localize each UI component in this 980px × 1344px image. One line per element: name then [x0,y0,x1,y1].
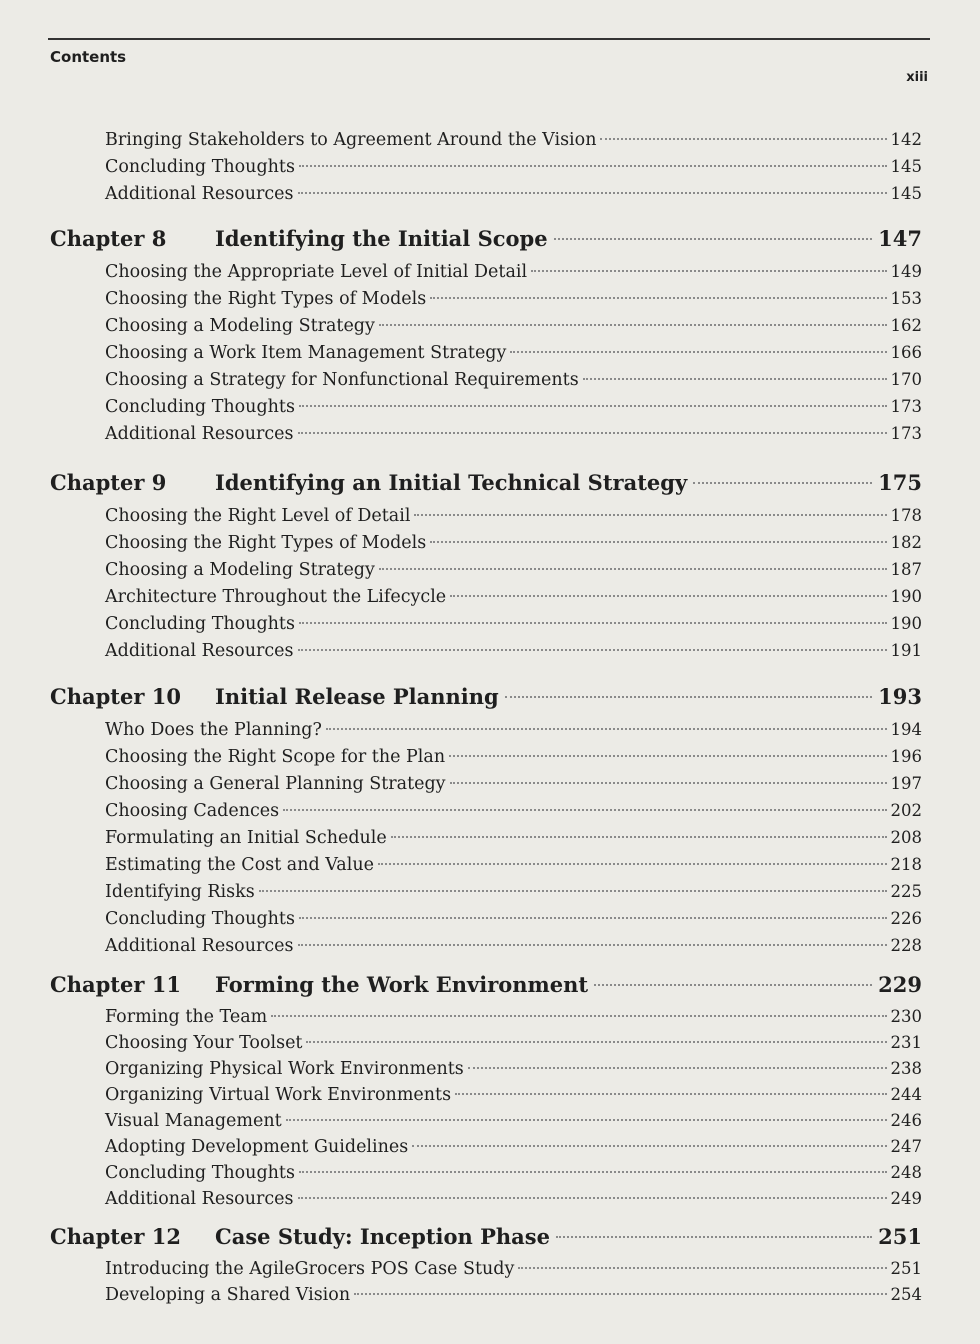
entry-title: Forming the Team [105,1007,268,1027]
toc-entry [50,153,922,180]
dot-leader [306,1041,886,1043]
toc-entry [50,1134,922,1160]
chapter-title: Case Study: Inception Phase [215,1224,550,1249]
dot-leader [556,1236,872,1238]
toc-entry [50,1160,922,1186]
entry-page: 248 [890,1163,922,1182]
entry-page: 173 [890,424,922,443]
entry-title: Choosing the Right Types of Models [105,533,427,553]
dot-leader [414,514,886,516]
toc-entry [50,1030,922,1056]
entry-page: 196 [890,747,922,766]
toc-entry [50,339,922,366]
toc-entry [50,932,922,959]
dot-leader [379,568,887,570]
toc-entry [50,180,922,207]
chapter-page: 175 [878,470,922,495]
toc-entry [50,716,922,743]
dot-leader [298,944,887,946]
entry-title: Bringing Stakeholders to Agreement Around the Vision [105,130,597,150]
toc-entry [50,824,922,851]
dot-leader [468,1067,887,1069]
entry-page: 230 [890,1007,922,1026]
entry-title: Who Does the Planning? [105,720,322,740]
chapter-9-section [50,466,922,664]
toc-entry [50,1004,922,1030]
dot-leader [430,297,886,299]
entry-page: 145 [890,157,922,176]
chapter-heading [50,680,922,714]
entry-page: 249 [890,1189,922,1208]
entry-title: Concluding Thoughts [105,1163,295,1183]
dot-leader [600,138,886,140]
dot-leader [298,649,887,651]
toc-entry [50,1186,922,1212]
entry-title: Additional Resources [105,1189,294,1209]
chapter-title: Initial Release Planning [215,684,499,709]
toc-entry [50,366,922,393]
chapter-heading [50,968,922,1002]
chapter-page: 147 [878,226,922,251]
toc-entry [50,420,922,447]
dot-leader [455,1093,886,1095]
toc-entry [50,126,922,153]
dot-leader [259,890,887,892]
entry-title: Concluding Thoughts [105,157,295,177]
dot-leader [299,405,887,407]
chapter-label: Chapter 9 [50,470,167,495]
entry-page: 145 [890,184,922,203]
chapter-8-section [50,222,922,447]
toc-entry [50,529,922,556]
dot-leader [450,782,887,784]
entry-page: 251 [890,1259,922,1278]
entry-page: 218 [890,855,922,874]
dot-leader [271,1015,886,1017]
entry-page: 149 [890,262,922,281]
entry-title: Choosing the Right Types of Models [105,289,427,309]
chapter-label: Chapter 8 [50,226,167,251]
entry-page: 190 [890,587,922,606]
toc-entry [50,285,922,312]
entry-title: Choosing Your Toolset [105,1033,303,1053]
toc-entry [50,393,922,420]
chapter-label: Chapter 10 [50,684,181,709]
toc-entry [50,743,922,770]
dot-leader [594,984,872,986]
entry-title: Visual Management [105,1111,282,1131]
chapter-title: Identifying an Initial Technical Strategy [215,470,688,495]
entry-page: 247 [890,1137,922,1156]
dot-leader [379,324,887,326]
dot-leader [326,728,887,730]
dot-leader [298,1197,887,1199]
toc-entry [50,610,922,637]
toc-entry [50,1082,922,1108]
entry-title: Organizing Virtual Work Environments [105,1085,452,1105]
entry-title: Estimating the Cost and Value [105,855,374,875]
dot-leader [299,622,887,624]
dot-leader [378,863,887,865]
entry-page: 231 [890,1033,922,1052]
entry-title: Choosing a Work Item Management Strategy [105,343,507,363]
entry-title: Developing a Shared Vision [105,1285,351,1305]
chapter-title: Forming the Work Environment [215,972,589,997]
entry-title: Choosing the Right Level of Detail [105,506,411,526]
toc-entry [50,502,922,529]
toc-entry [50,637,922,664]
entry-page: 191 [890,641,922,660]
entry-page: 226 [890,909,922,928]
dot-leader [298,192,887,194]
entry-title: Organizing Physical Work Environments [105,1059,464,1079]
entry-page: 202 [890,801,922,820]
dot-leader [554,238,873,240]
dot-leader [299,1171,887,1173]
entry-page: 208 [890,828,922,847]
toc-entry [50,1282,922,1308]
dot-leader [286,1119,887,1121]
chapter-title: Identifying the Initial Scope [215,226,548,251]
entry-title: Adopting Development Guidelines [105,1137,409,1157]
toc-entry [50,905,922,932]
dot-leader [430,541,886,543]
entry-page: 187 [890,560,922,579]
dot-leader [693,482,872,484]
entry-page: 182 [890,533,922,552]
header-rule [48,38,930,40]
entry-page: 166 [890,343,922,362]
entry-title: Choosing a Strategy for Nonfunctional Requirements [105,370,579,390]
chapter-page: 193 [878,684,922,709]
chapter-11-section [50,968,922,1212]
entry-title: Choosing the Right Scope for the Plan [105,747,446,767]
toc-entry [50,556,922,583]
dot-leader [412,1145,886,1147]
toc-entry [50,797,922,824]
toc-entry [50,583,922,610]
chapter-page: 229 [878,972,922,997]
running-head: Contents [50,48,127,66]
entry-title: Formulating an Initial Schedule [105,828,387,848]
dot-leader [391,836,887,838]
chapter-label: Chapter 11 [50,972,181,997]
entry-page: 246 [890,1111,922,1130]
chapter-10-section [50,680,922,959]
dot-leader [298,432,887,434]
entry-page: 238 [890,1059,922,1078]
entry-page: 170 [890,370,922,389]
chapter-heading [50,466,922,500]
entry-page: 153 [890,289,922,308]
entry-page: 225 [890,882,922,901]
toc-entry [50,1108,922,1134]
entry-page: 178 [890,506,922,525]
entry-title: Choosing a General Planning Strategy [105,774,446,794]
dot-leader [299,917,887,919]
dot-leader [505,696,872,698]
dot-leader [510,351,886,353]
dot-leader [531,270,886,272]
dot-leader [449,755,886,757]
entry-title: Architecture Throughout the Lifecycle [105,587,447,607]
dot-leader [299,165,887,167]
chapter-12-section [50,1220,922,1308]
chapter-label: Chapter 12 [50,1224,181,1249]
dot-leader [354,1293,886,1295]
entry-page: 142 [890,130,922,149]
entry-title: Introducing the AgileGrocers POS Case Study [105,1259,515,1279]
entry-title: Concluding Thoughts [105,614,295,634]
entry-page: 254 [890,1285,922,1304]
dot-leader [283,809,886,811]
entry-title: Concluding Thoughts [105,397,295,417]
entry-page: 194 [890,720,922,739]
entry-title: Additional Resources [105,184,294,204]
entry-page: 228 [890,936,922,955]
chapter-page: 251 [878,1224,922,1249]
dot-leader [518,1267,886,1269]
toc-entry [50,258,922,285]
dot-leader [450,595,886,597]
chapter-heading [50,222,922,256]
toc-entry [50,851,922,878]
entry-title: Additional Resources [105,936,294,956]
chapter-heading [50,1220,922,1254]
toc-entry [50,770,922,797]
entry-title: Choosing Cadences [105,801,280,821]
entry-title: Additional Resources [105,641,294,661]
dot-leader [583,378,887,380]
entry-title: Choosing a Modeling Strategy [105,560,375,580]
toc-entry [50,312,922,339]
entry-page: 190 [890,614,922,633]
entry-title: Identifying Risks [105,882,255,902]
entry-title: Concluding Thoughts [105,909,295,929]
page-number: xiii [906,70,928,85]
entry-title: Additional Resources [105,424,294,444]
entry-page: 162 [890,316,922,335]
continued-entries [50,126,922,207]
entry-title: Choosing a Modeling Strategy [105,316,375,336]
entry-title: Choosing the Appropriate Level of Initial Detail [105,262,528,282]
entry-page: 244 [890,1085,922,1104]
entry-page: 173 [890,397,922,416]
toc-entry [50,878,922,905]
toc-entry [50,1056,922,1082]
toc-entry [50,1256,922,1282]
entry-page: 197 [890,774,922,793]
